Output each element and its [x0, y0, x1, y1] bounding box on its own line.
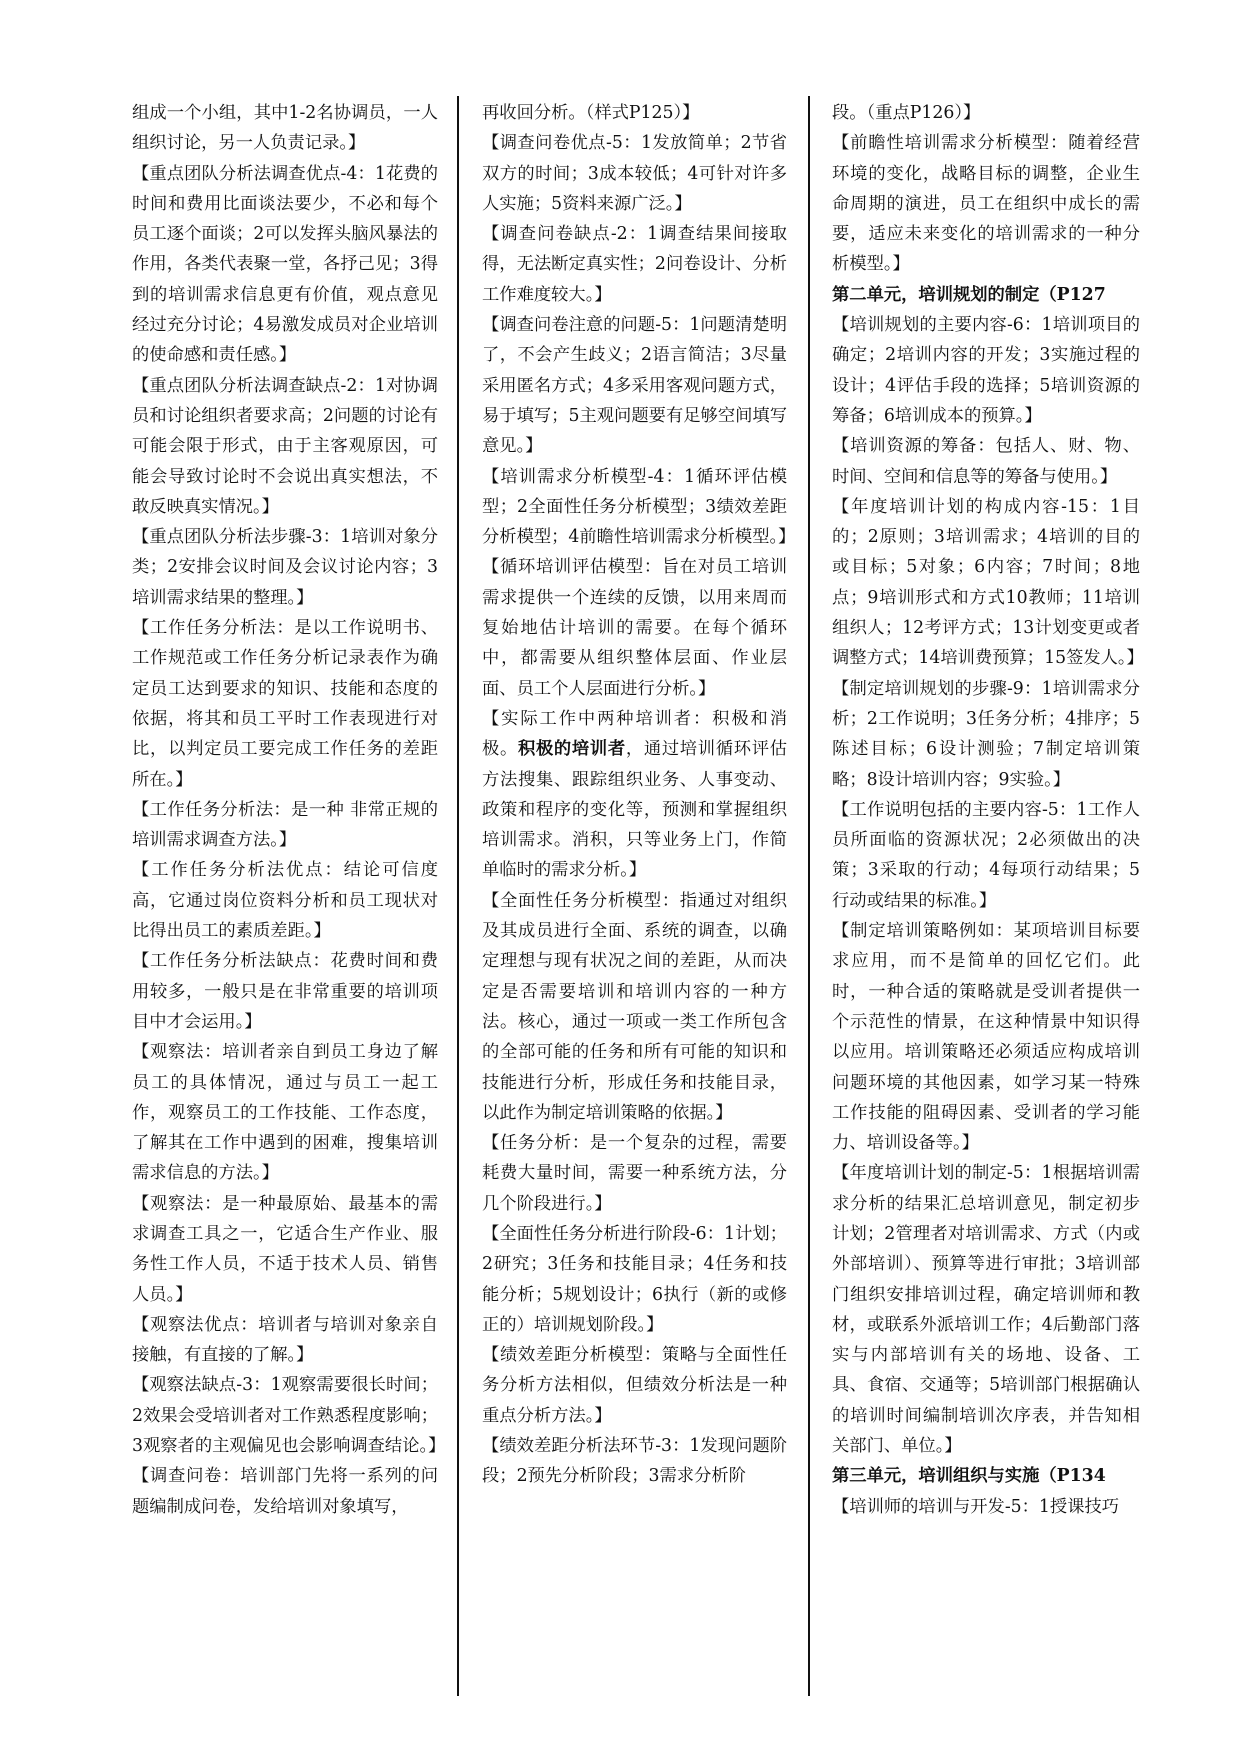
- paragraph: 【绩效差距分析模型：策略与全面性任务分析方法相似，但绩效分析法是一种重点分析方法。】: [482, 1345, 787, 1426]
- paragraph: 【工作任务分析法优点：结论可信度高，它通过岗位资料分析和员工现状对比得出员工的素质差距。】: [132, 860, 438, 942]
- paragraph: 【制定培训策略例如：某项培训目标要求应用，而不是简单的回忆它们。此时，一种合适的策略就是受训者提供一个示范性的情景，在这种情景中知识得以应用。培训策略还必须适应构成培训问题环境的其他因素，如学习某一特殊工作技能的阻碍因素、受训者的学习能力、培训设备等。】: [832, 921, 1140, 1154]
- paragraph: 【工作任务分析法缺点：花费时间和费用较多，一般只是在非常重要的培训项目中才会运用。】: [132, 951, 438, 1032]
- text-column-3: [832, 98, 1144, 1522]
- text-column-1: [132, 98, 446, 1522]
- paragraph: 【调查问卷缺点-2：1调查结果间接取得，无法断定真实性；2问卷设计、分析工作难度较大。】: [482, 224, 787, 305]
- paragraph: 【前瞻性培训需求分析模型：随着经营环境的变化，战略目标的调整，企业生命周期的演进，员工在组织中成长的需要，适应未来变化的培训需求的一种分析模型。】: [832, 133, 1140, 275]
- paragraph: 【培训需求分析模型-4：1循环评估模型；2全面性任务分析模型；3绩效差距分析模型；4前瞻性培训需求分析模型。】: [482, 466, 796, 548]
- paragraph: [482, 704, 787, 886]
- paragraph-text: 【实际工作中两种培训者：积极和消极。: [482, 708, 787, 760]
- paragraph: 【绩效差距分析法环节-3：1发现问题阶段；2预先分析阶段；3需求分析阶: [482, 1436, 787, 1487]
- bold-term: 积极的培训者: [517, 739, 626, 760]
- paragraph: 【观察法优点：培训者与培训对象亲自接触，有直接的了解。】: [132, 1314, 438, 1366]
- paragraph: 【观察法缺点-3：1观察需要很长时间；2效果会受培训者对工作熟悉程度影响；3观察者的主观偏见也会影响调查结论。】: [132, 1375, 446, 1457]
- paragraph: 【年度培训计划的构成内容-15：1目的；2原则；3培训需求；4培训的目的或目标；5对象；6内容；7时间；8地点；9培训形式和方式10教师；11培训组织人；12考评方式；13计划变更或者调整方式；14培训费预算；15签发人。】: [832, 496, 1144, 669]
- column-divider-right: [808, 96, 810, 1696]
- section-heading: 第二单元，培训规划的制定（P127: [832, 284, 1106, 305]
- paragraph: 【观察法：培训者亲自到员工身边了解员工的具体情况，通过与员工一起工作，观察员工的工作技能、工作态度，了解其在工作中遇到的困难，搜集培训需求信息的方法。】: [132, 1042, 438, 1184]
- text-column-2: [482, 98, 796, 1492]
- paragraph: 【工作任务分析法：是以工作说明书、工作规范或工作任务分析记录表作为确定员工达到要求的知识、技能和态度的依据，将其和员工平时工作表现进行对比，以判定员工要完成工作任务的差距所在。】: [132, 618, 438, 790]
- paragraph: 【工作任务分析法：是一种 非常正规的 培训需求调查方法。】: [132, 799, 438, 851]
- paragraph: 【培训资源的筹备：包括人、财、物、时间、空间和信息等的筹备与使用。】: [832, 436, 1140, 487]
- paragraph-text: ，通过培训循环评估方法搜集、跟踪组织业务、人事变动、政策和程序的变化等，预测和掌握组织培训需求。消积，只等业务上门，作简单临时的需求分析。】: [482, 739, 787, 881]
- paragraph: 【调查问卷注意的问题-5：1问题清楚明了，不会产生歧义；2语言简洁；3尽量采用匿名方式；4多采用客观问题方式，易于填写；5主观问题要有足够空间填写意见。】: [482, 315, 787, 457]
- paragraph: 【年度培训计划的制定-5：1根据培训需求分析的结果汇总培训意见，制定初步计划；2管理者对培训需求、方式（内或外部培训）、预算等进行审批；3培训部门组织安排培训过程，确定培训师和教材，或联系外派培训工作；4后勤部门落实与内部培训有关的场地、设备、工具、食宿、交通等；5培训部门根据确认的培训时间编制培训次序表，并告知相关部门、单位。】: [832, 1163, 1140, 1457]
- paragraph: 【培训规划的主要内容-6：1培训项目的确定；2培训内容的开发；3实施过程的设计；4评估手段的选择；5培训资源的筹备；6培训成本的预算。】: [832, 315, 1140, 426]
- paragraph: 再收回分析。（样式P125）】: [482, 103, 700, 123]
- paragraph: 【重点团队分析法调查优点-4：1花费的时间和费用比面谈法要少，不必和每个员工逐个面谈；2可以发挥头脑风暴法的作用，各类代表聚一堂，各抒己见；3得到的培训需求信息更有价值，观点意见经过充分讨论；4易激发成员对企业培训的使命感和责任感。】: [132, 163, 438, 366]
- paragraph: 【重点团队分析法调查缺点-2：1对协调员和讨论组织者要求高；2问题的讨论有可能会限于形式，由于主客观原因，可能会导致讨论时不会说出真实想法，不敢反映真实情况。】: [132, 375, 438, 517]
- section-heading: 第三单元，培训组织与实施（P134: [832, 1466, 1106, 1487]
- paragraph: 【观察法：是一种最原始、最基本的需求调查工具之一，它适合生产作业、服务性工作人员，不适于技术人员、销售人员。】: [132, 1193, 438, 1305]
- paragraph: 【调查问卷：培训部门先将一系列的问题编制成问卷，发给培训对象填写，: [132, 1466, 438, 1517]
- column-divider-left: [457, 96, 459, 1696]
- paragraph: 【任务分析：是一个复杂的过程，需要耗费大量时间，需要一种系统方法，分几个阶段进行。】: [482, 1133, 787, 1214]
- paragraph: 【重点团队分析法步骤-3：1培训对象分类；2安排会议时间及会议讨论内容；3培训需求结果的整理。】: [132, 527, 438, 608]
- paragraph: 【制定培训规划的步骤-9：1培训需求分析；2工作说明；3任务分析；4排序；5陈述目标；6设计测验；7制定培训策略；8设计培训内容；9实验。】: [832, 678, 1140, 790]
- paragraph: 【全面性任务分析模型：指通过对组织及其成员进行全面、系统的调查，以确定理想与现有状况之间的差距，从而决定是否需要培训和培训内容的一种方法。核心，通过一项或一类工作所包含的全部可能的任务和所有可能的知识和技能进行分析，形成任务和技能目录，以此作为制定培训策略的依据。】: [482, 890, 787, 1123]
- paragraph: 【培训师的培训与开发-5：1授课技巧: [832, 1496, 1120, 1517]
- paragraph: 组成一个小组，其中1-2名协调员，一人组织讨论，另一人负责记录。】: [132, 103, 438, 154]
- paragraph: 【全面性任务分析进行阶段-6：1计划；2研究；3任务和技能目录；4任务和技能分析；5规划设计；6执行（新的或修正的）培训规划阶段。】: [482, 1223, 787, 1335]
- paragraph: 【调查问卷优点-5：1发放简单；2节省双方的时间；3成本较低；4可针对许多人实施；5资料来源广泛。】: [482, 133, 787, 214]
- paragraph: 【循环培训评估模型：旨在对员工培训需求提供一个连续的反馈，以用来周而复始地估计培训的需要。在每个循环中，都需要从组织整体层面、作业层面、员工个人层面进行分析。】: [482, 557, 787, 699]
- paragraph: 段。（重点P126）】: [832, 103, 981, 123]
- paragraph: 【工作说明包括的主要内容-5：1工作人员所面临的资源状况；2必须做出的决策；3采取的行动；4每项行动结果；5行动或结果的标准。】: [832, 799, 1140, 911]
